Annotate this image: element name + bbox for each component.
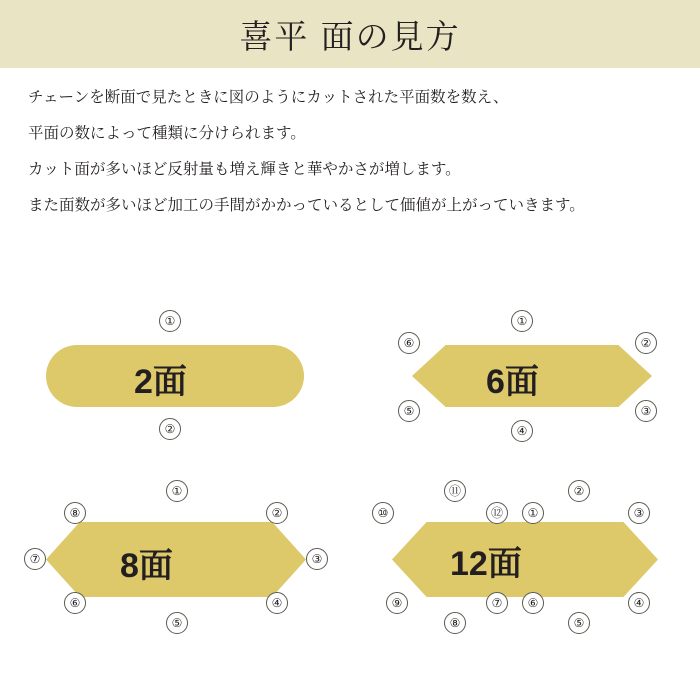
figure-2men bbox=[38, 310, 318, 440]
marker-number: ① bbox=[166, 480, 188, 502]
figure-8men bbox=[20, 480, 330, 640]
figure-label-8men: 8面 bbox=[120, 547, 173, 585]
cross-section-shape-12men bbox=[392, 522, 658, 597]
marker-number: ② bbox=[635, 332, 657, 354]
marker-number: ⑪ bbox=[444, 480, 466, 502]
marker-number: ⑤ bbox=[166, 612, 188, 634]
figure-label-12men: 12面 bbox=[450, 545, 522, 583]
marker-number: ① bbox=[511, 310, 533, 332]
marker-number: ⑤ bbox=[398, 400, 420, 422]
marker-number: ⑦ bbox=[486, 592, 508, 614]
intro-line: また面数が多いほど加工の手間がかかっているとして価値が上がっていきます。 bbox=[28, 197, 585, 214]
marker-number: ⑧ bbox=[64, 502, 86, 524]
marker-number: ① bbox=[159, 310, 181, 332]
marker-number: ③ bbox=[635, 400, 657, 422]
page-header bbox=[0, 0, 700, 68]
intro-text-block bbox=[28, 80, 678, 224]
cross-section-shape-8men bbox=[46, 522, 306, 597]
figure-6men bbox=[390, 290, 670, 440]
marker-number: ④ bbox=[628, 592, 650, 614]
diagram-grid bbox=[0, 250, 700, 670]
marker-number: ⑨ bbox=[386, 592, 408, 614]
marker-number: ⑥ bbox=[398, 332, 420, 354]
marker-number: ⑥ bbox=[522, 592, 544, 614]
marker-number: ② bbox=[159, 418, 181, 440]
marker-number: ⑩ bbox=[372, 502, 394, 524]
marker-number: ⑦ bbox=[24, 548, 46, 570]
marker-number: ④ bbox=[511, 420, 533, 442]
marker-number: ⑫ bbox=[486, 502, 508, 524]
intro-line: 平面の数によって種類に分けられます。 bbox=[28, 125, 306, 142]
marker-number: ⑧ bbox=[444, 612, 466, 634]
marker-number: ② bbox=[568, 480, 590, 502]
page-title: 喜平 面の見方 bbox=[239, 17, 461, 55]
intro-line: カット面が多いほど反射量も増え輝きと華やかさが増します。 bbox=[28, 161, 461, 178]
figure-label-6men: 6面 bbox=[486, 363, 539, 401]
figure-12men bbox=[372, 480, 682, 640]
marker-number: ③ bbox=[628, 502, 650, 524]
marker-number: ① bbox=[522, 502, 544, 524]
marker-number: ⑥ bbox=[64, 592, 86, 614]
intro-line: チェーンを断面で見たときに図のようにカットされた平面数を数え、 bbox=[28, 89, 509, 106]
marker-number: ② bbox=[266, 502, 288, 524]
marker-number: ⑤ bbox=[568, 612, 590, 634]
marker-number: ③ bbox=[306, 548, 328, 570]
marker-number: ④ bbox=[266, 592, 288, 614]
figure-label-2men: 2面 bbox=[134, 363, 187, 401]
